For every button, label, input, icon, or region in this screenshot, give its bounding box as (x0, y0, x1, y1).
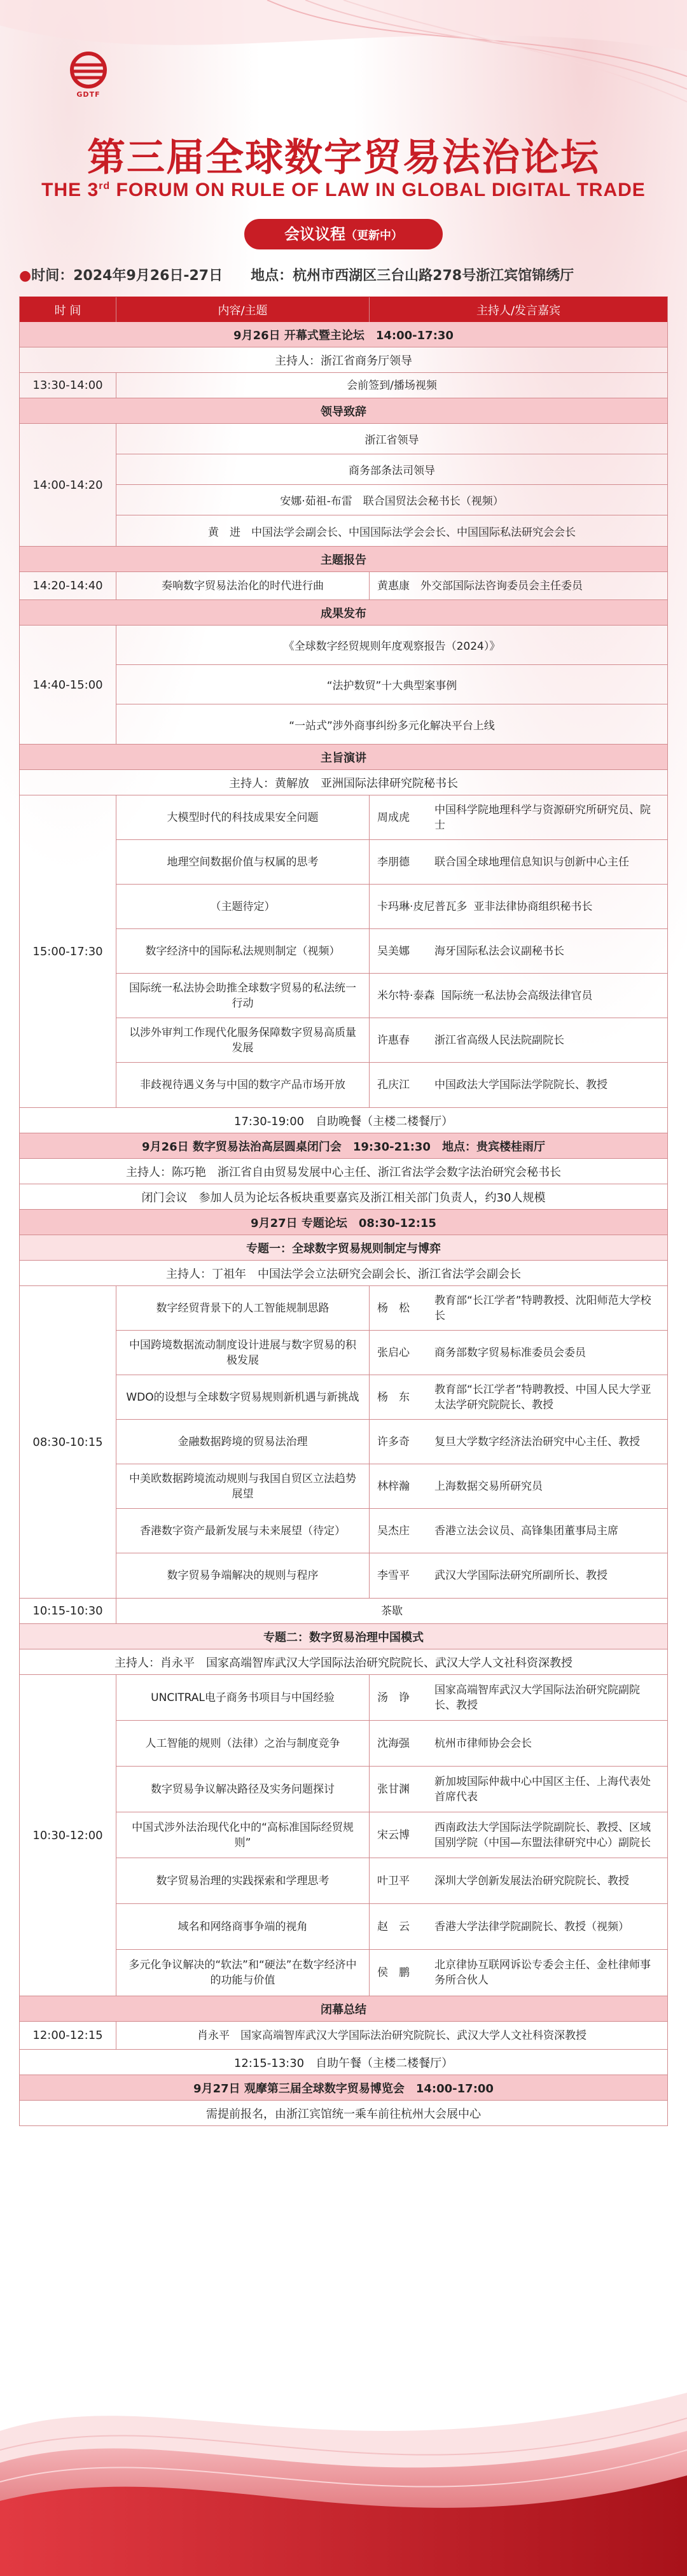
speaker-name: 张甘渊 (377, 1782, 410, 1796)
session-speaker (370, 1812, 667, 1858)
table-row (116, 1904, 667, 1950)
speaker-name: 李雪平 (377, 1569, 410, 1582)
session-speaker (370, 929, 667, 973)
session-speaker (370, 1950, 667, 1996)
speaker-title: 国际统一私法协会高级法律官员 (441, 989, 593, 1002)
table-header (19, 297, 668, 322)
page-title-en: THE 3rd FORUM ON RULE OF LAW IN GLOBAL DIGITAL TRADE (41, 179, 646, 200)
closing-time: 12:00-12:15 (20, 2022, 116, 2050)
speaker-title: 中国政法大学国际法学院院长、教授 (434, 1079, 607, 1091)
day1-title: 9月26日 开幕式暨主论坛 14:00-17:30 (20, 322, 667, 347)
topic1-title: 专题一：全球数字贸易规则制定与博弈 (20, 1235, 667, 1261)
signin-time: 13:30-14:00 (20, 373, 116, 398)
bullet-dot-icon: ● (19, 268, 32, 284)
session-topic: 中美欧数据跨境流动规则与我国自贸区立法趋势展望 (116, 1464, 370, 1508)
session-topic: 域名和网络商事争端的视角 (116, 1904, 370, 1949)
speech-time: 15:00-17:30 (20, 795, 116, 1108)
session-speaker (370, 885, 667, 928)
leader-speaker: 浙江省领导 (116, 424, 667, 454)
leaders-section-title: 领导致辞 (20, 398, 667, 424)
speaker-name: 汤 诤 (377, 1691, 410, 1704)
session-speaker (370, 1063, 667, 1107)
session-speaker (370, 1375, 667, 1419)
session-speaker (370, 1464, 667, 1508)
speech-host: 主持人：黄解放 亚洲国际法律研究院秘书长 (20, 770, 667, 795)
speaker-title: 北京律协互联网诉讼专委会主任、金杜律师事务所合伙人 (434, 1959, 651, 1987)
leader-speaker: 安娜·茹祖-布雷 联合国贸法会秘书长（视频） (116, 485, 667, 515)
table-row (116, 974, 667, 1018)
logo-text: GDTF (76, 90, 101, 99)
results-time: 14:40-15:00 (20, 626, 116, 745)
keynote-topic: 奏响数字贸易法治化的时代进行曲 (116, 572, 370, 600)
table-row (116, 1509, 667, 1553)
session-speaker (370, 974, 667, 1018)
speaker-title: 上海数据交易所研究员 (434, 1480, 543, 1493)
speaker-name: 卡玛琳·皮尼普瓦多 (377, 900, 468, 913)
table-row (116, 840, 667, 885)
speaker-name: 杨 松 (377, 1301, 410, 1315)
speaker-title: 西南政法大学国际法学院副院长、教授、区域国别学院（中国—东盟法律研究中心）副院长 (434, 1821, 651, 1849)
speaker-name: 许惠春 (377, 1033, 410, 1047)
day1-host: 主持人：浙江省商务厅领导 (20, 347, 667, 373)
speaker-title: 浙江省高级人民法院副院长 (434, 1033, 564, 1047)
table-row (116, 1375, 667, 1420)
session-topic: 多元化争议解决的“软法”和“硬法”在数字经济中的功能与价值 (116, 1950, 370, 1996)
session-topic: 金融数据跨境的贸易法治理 (116, 1420, 370, 1464)
keynote-speaker: 黄惠康 外交部国际法咨询委员会主任委员 (370, 572, 667, 600)
speaker-title: 商务部数字贸易标准委员会委员 (434, 1346, 586, 1359)
session-speaker (370, 1904, 667, 1949)
session-topic: 香港数字资产最新发展与未来展望（待定） (116, 1509, 370, 1553)
topic1-host: 主持人：丁祖年 中国法学会立法研究会副会长、浙江省法学会副会长 (20, 1261, 667, 1286)
speech-section-title: 主旨演讲 (20, 745, 667, 770)
speaker-name: 李朋德 (377, 855, 410, 869)
table-row (116, 1286, 667, 1331)
col-host: 主持人/发言嘉宾 (476, 304, 561, 318)
speaker-name: 叶卫平 (377, 1874, 410, 1887)
table-row (116, 1420, 667, 1464)
speaker-title: 中国科学院地理科学与资源研究所研究员、院士 (434, 803, 651, 832)
session-topic: 数字经贸背景下的人工智能规制思路 (116, 1286, 370, 1330)
footer-wave-decoration (0, 2355, 687, 2576)
speaker-title: 杭州市律师协会会长 (434, 1737, 532, 1750)
session-speaker (370, 1858, 667, 1903)
session-speaker (370, 1767, 667, 1812)
closed-meeting-note: 闭门会议 参加人员为论坛各板块重要嘉宾及浙江相关部门负责人，约30人规模 (20, 1184, 667, 1210)
speaker-title: 教育部“长江学者”特聘教授、中国人民大学亚太法学研究院院长、教授 (434, 1383, 651, 1411)
lunch-row: 12:15-13:30 自助午餐（主楼二楼餐厅） (20, 2050, 667, 2075)
table-row (116, 929, 667, 974)
expo-title: 9月27日 观摩第三届全球数字贸易博览会 14:00-17:00 (20, 2075, 667, 2101)
topic2-host: 主持人：肖永平 国家高端智库武汉大学国际法治研究院院长、武汉大学人文社科资深教授 (20, 1649, 667, 1675)
time-place-line: ●时间：2024年9月26日-27日 地点：杭州市西湖区三台山路278号浙江宾馆锦绣厅 (19, 268, 574, 284)
speaker-title: 新加坡国际仲裁中心中国区主任、上海代表处首席代表 (434, 1775, 651, 1803)
table-row (116, 1018, 667, 1063)
table-row (116, 1721, 667, 1767)
break-time: 10:15-10:30 (20, 1599, 116, 1624)
closing-speaker: 肖永平 国家高端智库武汉大学国际法治研究院院长、武汉大学人文社科资深教授 (116, 2022, 667, 2050)
session-topic: WDO的设想与全球数字贸易规则新机遇与新挑战 (116, 1375, 370, 1419)
speaker-name: 宋云博 (377, 1828, 410, 1842)
closing-section-title: 闭幕总结 (20, 1996, 667, 2022)
page-header (0, 0, 687, 293)
page-title: 第三届全球数字贸易法治论坛 (87, 136, 600, 180)
session-topic: UNCITRAL电子商务书项目与中国经验 (116, 1675, 370, 1720)
session-speaker (370, 1018, 667, 1062)
session-topic: 大模型时代的科技成果安全问题 (116, 795, 370, 839)
session-speaker (370, 840, 667, 884)
result-item: “法护数贸”十大典型案事例 (116, 665, 667, 704)
speaker-title: 联合国全球地理信息知识与创新中心主任 (434, 855, 629, 869)
speaker-title: 教育部“长江学者”特聘教授、沈阳师范大学校长 (434, 1294, 651, 1322)
table-row (116, 1950, 667, 1996)
session-topic: 非歧视待遇义务与中国的数字产品市场开放 (116, 1063, 370, 1107)
table-row (116, 1063, 667, 1107)
session-topic: 中国跨境数据流动制度设计进展与数字贸易的积极发展 (116, 1331, 370, 1375)
agenda-badge: 会议议程（更新中） (244, 219, 443, 249)
signin-item: 会前签到/播场视频 (116, 373, 667, 398)
session-speaker (370, 1553, 667, 1598)
topic1-time: 08:30-10:15 (20, 1286, 116, 1599)
keynote-time: 14:20-14:40 (20, 572, 116, 600)
topic2-title: 专题二：数字贸易治理中国模式 (20, 1624, 667, 1649)
table-row (116, 1675, 667, 1721)
session-speaker (370, 1721, 667, 1766)
leader-speaker: 黄 进 中国法学会副会长、中国国际法学会会长、中国国际私法研究会会长 (208, 526, 576, 539)
speaker-title: 复旦大学数字经济法治研究中心主任、教授 (434, 1435, 640, 1448)
session-topic: 以涉外审判工作现代化服务保障数字贸易高质量发展 (116, 1018, 370, 1062)
table-row (116, 1767, 667, 1812)
table-row (116, 1553, 667, 1598)
col-time: 时 间 (20, 297, 116, 322)
speaker-title: 香港大学法律学院副院长、教授（视频） (434, 1920, 629, 1933)
speaker-name: 吴杰庄 (377, 1524, 410, 1537)
agenda-table (19, 297, 668, 2126)
session-topic: 中国式涉外法治现代化中的“高标准国际经贸规则” (116, 1812, 370, 1858)
leaders-time: 14:00-14:20 (20, 424, 116, 547)
table-row (116, 885, 667, 929)
speaker-title: 香港立法会议员、高锋集团董事局主席 (434, 1524, 618, 1537)
table-row (116, 1464, 667, 1509)
speaker-title: 武汉大学国际法研究所副所长、教授 (434, 1569, 607, 1582)
session-topic: 人工智能的规则（法律）之治与制度竞争 (116, 1721, 370, 1766)
dinner-row: 17:30-19:00 自助晚餐（主楼二楼餐厅） (20, 1108, 667, 1133)
session-topic: 地理空间数据价值与权属的思考 (116, 840, 370, 884)
session-speaker (370, 1420, 667, 1464)
session-speaker (370, 1286, 667, 1330)
speaker-name: 周成虎 (377, 811, 410, 824)
result-item: 《全球数字经贸规则年度观察报告（2024）》 (116, 626, 667, 665)
results-section-title: 成果发布 (20, 600, 667, 626)
expo-note: 需提前报名，由浙江宾馆统一乘车前往杭州大会展中心 (20, 2101, 667, 2126)
session-speaker (370, 1675, 667, 1720)
table-row (116, 1858, 667, 1904)
speaker-name: 侯 鹏 (377, 1966, 410, 1979)
session-speaker (370, 1509, 667, 1553)
session-topic: 数字贸易争端解决的规则与程序 (116, 1553, 370, 1598)
speaker-name: 孔庆江 (377, 1079, 410, 1091)
table-row (116, 795, 667, 840)
speaker-title: 深圳大学创新发展法治研究院院长、教授 (434, 1874, 629, 1887)
speaker-name: 许多奇 (377, 1435, 410, 1448)
closed-meeting-host: 主持人：陈巧艳 浙江省自由贸易发展中心主任、浙江省法学会数字法治研究会秘书长 (20, 1159, 667, 1184)
topic2-time: 10:30-12:00 (20, 1675, 116, 1996)
speaker-name: 杨 东 (377, 1390, 410, 1404)
session-topic: 数字贸易治理的实践探索和学理思考 (116, 1858, 370, 1903)
day2-title: 9月27日 专题论坛 08:30-12:15 (20, 1210, 667, 1235)
session-topic: 国际统一私法协会助推全球数字贸易的私法统一行动 (116, 974, 370, 1018)
break-item: 茶歇 (116, 1599, 667, 1624)
session-topic: 数字经济中的国际私法规则制定（视频） (116, 929, 370, 973)
speaker-name: 米尔特·泰森 (377, 989, 435, 1002)
closed-meeting-title: 9月26日 数字贸易法治高层圆桌闭门会 19:30-21:30 地点：贵宾楼桂雨厅 (20, 1133, 667, 1159)
speaker-title: 亚非法律协商组织秘书长 (473, 900, 593, 913)
result-item: “一站式”涉外商事纠纷多元化解决平台上线 (289, 719, 495, 732)
speaker-title: 国家高端智库武汉大学国际法治研究院副院长、教授 (434, 1683, 640, 1712)
session-topic: 数字贸易争议解决路径及实务问题探讨 (116, 1767, 370, 1812)
session-speaker (370, 1331, 667, 1375)
keynote-section-title: 主题报告 (20, 547, 667, 572)
table-row (116, 1812, 667, 1858)
leader-speaker: 商务部条法司领导 (116, 454, 667, 485)
speaker-name: 沈海强 (377, 1737, 410, 1750)
speaker-title: 海牙国际私法会议副秘书长 (434, 944, 564, 958)
speaker-name: 吴美娜 (377, 944, 410, 958)
session-speaker (370, 795, 667, 839)
speaker-name: 赵 云 (377, 1920, 410, 1933)
speaker-name: 林梓瀚 (377, 1480, 410, 1493)
col-topic: 内容/主题 (116, 297, 370, 322)
session-topic: （主题待定） (116, 885, 370, 928)
speaker-name: 张启心 (377, 1346, 410, 1359)
table-row (116, 1331, 667, 1375)
